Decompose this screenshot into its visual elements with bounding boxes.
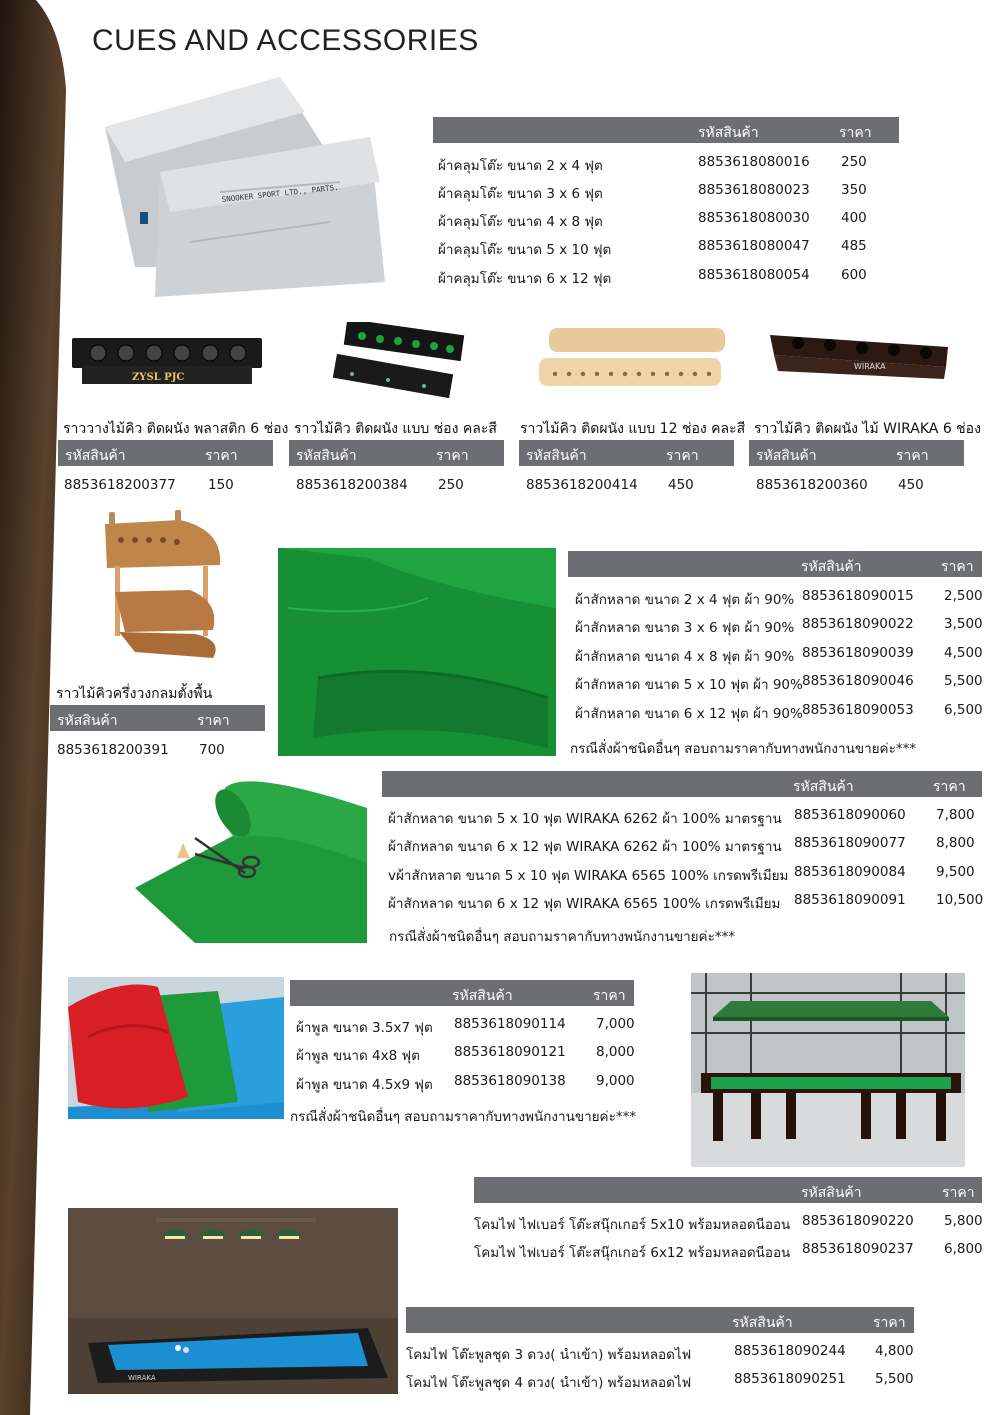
product-price: 10,500 (936, 892, 984, 908)
product-price: 485 (841, 238, 867, 254)
product-name: ผ้าสักหลาด ขนาด 3 x 6 ฟุต ผ้า 90% (575, 620, 795, 636)
product-code: 8853618200414 (526, 477, 638, 493)
green-cloth-image (278, 548, 556, 756)
rack-table-header (58, 440, 273, 466)
product-price: 2,500 (944, 588, 983, 604)
product-price: 250 (438, 477, 464, 493)
product-price: 7,800 (936, 807, 975, 823)
plastic-rack-image (70, 328, 265, 388)
header-price: ราคา (896, 448, 929, 464)
product-code: 8853618090022 (802, 616, 914, 632)
product-code: 8853618090244 (734, 1343, 846, 1359)
product-price: 3,500 (944, 616, 983, 632)
product-name: ผ้าสักหลาด ขนาด 5 x 10 ฟุต WIRAKA 6262 ผ้า 100% มาตรฐาน (388, 811, 782, 827)
header-price: ราคา (205, 448, 238, 464)
product-code: 8853618090053 (802, 702, 914, 718)
product-name: ผ้าคลุมโต๊ะ ขนาด 2 x 4 ฟุต (438, 158, 603, 174)
order-note: กรณีสั่งผ้าชนิดอื่นๆ สอบถามราคากับทางพนักงานขายค่ะ*** (389, 929, 736, 945)
product-name: ผ้าสักหลาด ขนาด 5 x 10 ฟุต ผ้า 90% (575, 677, 803, 693)
product-code: 8853618080047 (698, 238, 810, 254)
product-code: 8853618200391 (57, 742, 169, 758)
product-name: ผ้าสักหลาด ขนาด 6 x 12 ฟุต WIRAKA 6262 ผ้า 100% มาตรฐาน (388, 839, 782, 855)
cloth90-table-header (568, 551, 982, 577)
pool-cloth-table-header (290, 980, 634, 1006)
rack-caption: ราวไม้คิว ติดผนัง แบบ 12 ช่อง คละสี (520, 421, 746, 437)
header-price: ราคา (593, 988, 626, 1004)
header-code: รหัสสินค้า (756, 448, 817, 464)
cover-printed-text: SNOOKER SPORT LTD., PARTS. (221, 182, 339, 204)
product-name: ผ้าคลุมโต๊ะ ขนาด 6 x 12 ฟุต (438, 271, 612, 287)
header-code: รหัสสินค้า (296, 448, 357, 464)
product-name: ผ้าคลุมโต๊ะ ขนาด 3 x 6 ฟุต (438, 186, 603, 202)
product-code: 8853618090237 (802, 1241, 914, 1257)
header-price: ราคา (941, 559, 974, 575)
product-code: 8853618090121 (454, 1044, 566, 1060)
order-note: กรณีสั่งผ้าชนิดอื่นๆ สอบถามราคากับทางพนักงานขายค่ะ*** (570, 741, 917, 757)
product-price: 4,800 (875, 1343, 914, 1359)
product-code: 8853618090220 (802, 1213, 914, 1229)
rack-table-header (519, 440, 734, 466)
product-code: 8853618080016 (698, 154, 810, 170)
header-price: ราคา (942, 1185, 975, 1201)
header-price: ราคา (839, 125, 872, 141)
cloth-roll-scissors-image (135, 768, 367, 943)
header-price: ราคา (933, 779, 966, 795)
product-price: 5,500 (944, 673, 983, 689)
stand-table-header (50, 705, 265, 731)
product-name: vผ้าสักหลาด ขนาด 5 x 10 ฟุต WIRAKA 6565 100% เกรดพรีเมียม (388, 868, 789, 884)
header-code: รหัสสินค้า (793, 779, 854, 795)
wiraka-rack-image (768, 325, 953, 385)
pool-cloth-colors-image (68, 977, 284, 1119)
product-name: โคมไฟ ไฟเบอร์ โต๊ะสนุ๊กเกอร์ 5x10 พร้อมหลอดนีออน (474, 1217, 791, 1233)
table-cover-image (100, 72, 390, 302)
product-code: 8853618090015 (802, 588, 914, 604)
rack-logo-text: ZYSL PJC (132, 372, 185, 383)
product-name: โคมไฟ โต๊ะพูลชุด 3 ดวง( นำเข้า) พร้อมหลอดไฟ (406, 1347, 692, 1363)
product-name: ผ้าคลุมโต๊ะ ขนาด 5 x 10 ฟุต (438, 242, 612, 258)
product-price: 8,000 (596, 1044, 635, 1060)
rack-caption: ราวไม้คิว ติดผนัง ไม้ WIRAKA 6 ช่อง (754, 421, 981, 437)
product-price: 450 (898, 477, 924, 493)
floor-stand-image (95, 510, 230, 660)
product-name: โคมไฟ ไฟเบอร์ โต๊ะสนุ๊กเกอร์ 6x12 พร้อมหลอดนีออน (474, 1245, 791, 1261)
header-code: รหัสสินค้า (57, 713, 118, 729)
product-name: ผ้าสักหลาด ขนาด 6 x 12 ฟุต WIRAKA 6565 100% เกรดพรีเมียม (388, 896, 781, 912)
rack-logo-text: WIRAKA (854, 362, 886, 371)
product-name: ผ้าพูล ขนาด 4.5x9 ฟุต (296, 1077, 433, 1093)
pool-lamp-table-header (406, 1307, 914, 1333)
header-price: ราคา (873, 1315, 906, 1331)
product-price: 9,500 (936, 864, 975, 880)
header-code: รหัสสินค้า (732, 1315, 793, 1331)
stand-caption: ราวไม้คิวครึ่งวงกลมตั้งพื้น (56, 686, 213, 702)
product-code: 8853618080030 (698, 210, 810, 226)
product-price: 6,500 (944, 702, 983, 718)
rack-table-header (289, 440, 504, 466)
product-code: 8853618090251 (734, 1371, 846, 1387)
product-code: 8853618090138 (454, 1073, 566, 1089)
product-code: 8853618090077 (794, 835, 906, 851)
product-price: 150 (208, 477, 234, 493)
header-code: รหัสสินค้า (65, 448, 126, 464)
header-code: รหัสสินค้า (698, 125, 759, 141)
product-code: 8853618090084 (794, 864, 906, 880)
header-code: รหัสสินค้า (801, 1185, 862, 1201)
product-code: 8853618090046 (802, 673, 914, 689)
product-price: 250 (841, 154, 867, 170)
product-price: 7,000 (596, 1016, 635, 1032)
header-price: ราคา (197, 713, 230, 729)
product-name: ผ้าสักหลาด ขนาด 2 x 4 ฟุต ผ้า 90% (575, 592, 795, 608)
cover-table-header (433, 117, 899, 143)
snooker-table-lamp-image (691, 973, 965, 1167)
product-name: ผ้าสักหลาด ขนาด 6 x 12 ฟุต ผ้า 90% (575, 706, 803, 722)
rack-table-header (749, 440, 964, 466)
product-price: 450 (668, 477, 694, 493)
product-name: ผ้าสักหลาด ขนาด 4 x 8 ฟุต ผ้า 90% (575, 649, 795, 665)
product-price: 6,800 (944, 1241, 983, 1257)
pool-table-brand: WIRAKA (128, 1374, 156, 1382)
product-price: 600 (841, 267, 867, 283)
product-price: 8,800 (936, 835, 975, 851)
product-name: โคมไฟ โต๊ะพูลชุด 4 ดวง( นำเข้า) พร้อมหลอดไฟ (406, 1375, 692, 1391)
product-code: 8853618200377 (64, 477, 176, 493)
wood-12-rack-image (535, 322, 735, 394)
header-code: รหัสสินค้า (801, 559, 862, 575)
header-price: ราคา (436, 448, 469, 464)
product-code: 8853618090060 (794, 807, 906, 823)
product-price: 5,500 (875, 1371, 914, 1387)
product-price: 700 (199, 742, 225, 758)
product-price: 4,500 (944, 645, 983, 661)
product-price: 400 (841, 210, 867, 226)
product-code: 8853618200384 (296, 477, 408, 493)
wiraka-table-header (382, 771, 982, 797)
product-code: 8853618090039 (802, 645, 914, 661)
product-name: ผ้าคลุมโต๊ะ ขนาด 4 x 8 ฟุต (438, 214, 603, 230)
product-name: ผ้าพูล ขนาด 3.5x7 ฟุต (296, 1020, 433, 1036)
product-price: 350 (841, 182, 867, 198)
product-code: 8853618090091 (794, 892, 906, 908)
rack-caption: ราววางไม้คิว ติดผนัง พลาสติก 6 ช่อง (63, 421, 289, 437)
rack-caption: ราวไม้คิว ติดผนัง แบบ ช่อง คละสี (294, 421, 497, 437)
product-code: 8853618090114 (454, 1016, 566, 1032)
header-price: ราคา (666, 448, 699, 464)
product-code: 8853618200360 (756, 477, 868, 493)
page-title: CUES AND ACCESSORIES (92, 24, 479, 57)
product-code: 8853618080023 (698, 182, 810, 198)
product-code: 8853618080054 (698, 267, 810, 283)
product-price: 5,800 (944, 1213, 983, 1229)
product-price: 9,000 (596, 1073, 635, 1089)
header-code: รหัสสินค้า (452, 988, 513, 1004)
order-note: กรณีสั่งผ้าชนิดอื่นๆ สอบถามราคากับทางพนักงานขายค่ะ*** (290, 1109, 637, 1125)
pool-table-lamp-image (68, 1208, 398, 1394)
header-code: รหัสสินค้า (526, 448, 587, 464)
product-name: ผ้าพูล ขนาด 4x8 ฟุต (296, 1048, 420, 1064)
snooker-lamp-table-header (474, 1177, 982, 1203)
two-color-rack-image (330, 322, 465, 407)
